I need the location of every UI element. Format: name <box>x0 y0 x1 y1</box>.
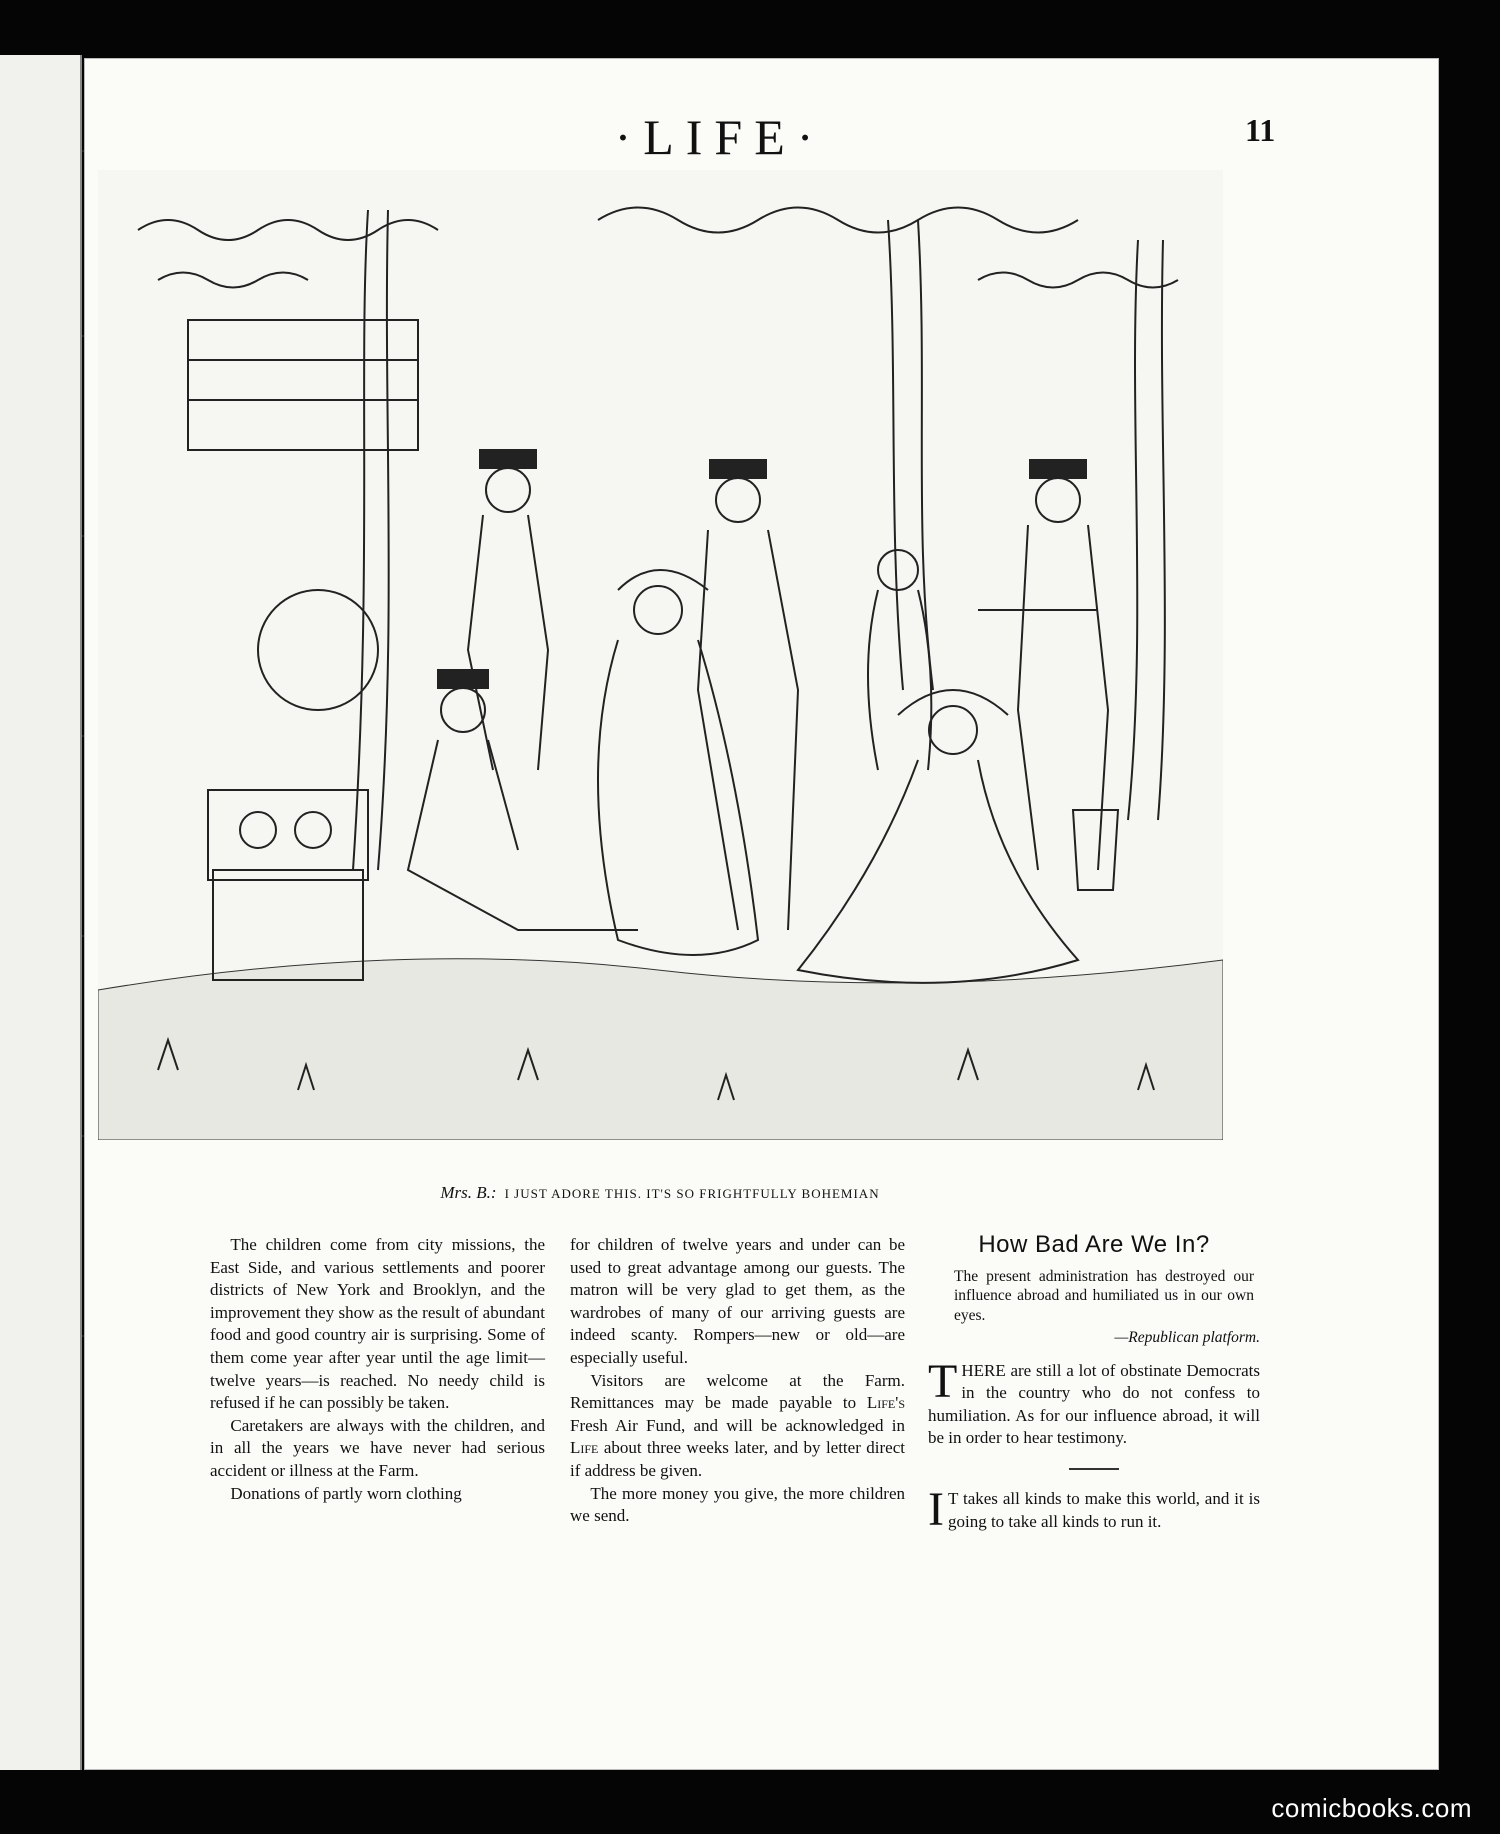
epigraph: The present administration has destroyed our influence abroad and humiliated us in our own eyes. <box>954 1267 1254 1324</box>
paragraph: Donations of partly worn clothing <box>230 1483 462 1503</box>
article-heading: How Bad Are We In? <box>978 1231 1210 1258</box>
text-run: HERE are still a lot of obstinate Democrats in the country who do not confess to humiliation. As for our influence abroad, it will be in order to hear testimony. <box>928 1360 1260 1448</box>
paragraph <box>570 1370 905 1483</box>
illustration-caption <box>90 1183 1230 1203</box>
caption-text: I JUST ADORE THIS. IT'S SO FRIGHTFULLY BOHEMIAN <box>504 1186 880 1201</box>
drop-cap: I <box>928 1483 944 1537</box>
text-run: about three weeks later, and by letter direct if address be given. <box>570 1438 905 1480</box>
section-divider <box>1069 1468 1119 1470</box>
site-watermark: comicbooks.com <box>1271 1793 1472 1823</box>
drop-cap: T <box>928 1354 958 1408</box>
life-name: Life <box>570 1438 599 1458</box>
paragraph: Caretakers are always with the children, and in all the years we have never had serious accident or illness at the Farm. <box>210 1415 545 1480</box>
text-run: T takes all kinds to make this world, and it is going to take all kinds to run it. <box>947 1489 1260 1531</box>
article-column-1 <box>210 1234 545 1505</box>
page-number: 11 <box>1245 112 1276 148</box>
caption-speaker: Mrs. B.: <box>440 1183 497 1202</box>
masthead-title: ·LIFE· <box>614 109 826 165</box>
paragraph: The children come from city missions, the East Side, and various settlements and poorer districts of New York and Brooklyn, and the improvement they show as the result of abundant food and good country air is surprising. Some of them come year after year until the age limit—twelve years—is reached. No needy child is refused if he can possibly be taken. <box>210 1235 545 1413</box>
picnic-drawing-icon <box>98 170 1223 1140</box>
paragraph: The more money you give, the more children we send. <box>570 1483 905 1526</box>
article-column-2 <box>570 1234 905 1528</box>
text-run: Fresh Air Fund, and will be acknowledged in <box>570 1415 905 1435</box>
life-name: Life's <box>866 1393 905 1413</box>
text-run: Visitors are welcome at the Farm. Remittances may be made payable to <box>570 1370 905 1413</box>
paragraph <box>928 1354 1260 1450</box>
paragraph <box>928 1483 1260 1537</box>
paragraph: for children of twelve years and under can be used to great advantage among our guests. The matron will be very glad to get them, as the wardrobes of many of our arriving guests are indeed scanty. Rompers—new or old—are especially useful. <box>570 1235 905 1367</box>
epigraph-attribution: —Republican platform. <box>1114 1329 1260 1347</box>
previous-page-edge <box>0 55 82 1770</box>
article-column-3 <box>928 1231 1260 1537</box>
